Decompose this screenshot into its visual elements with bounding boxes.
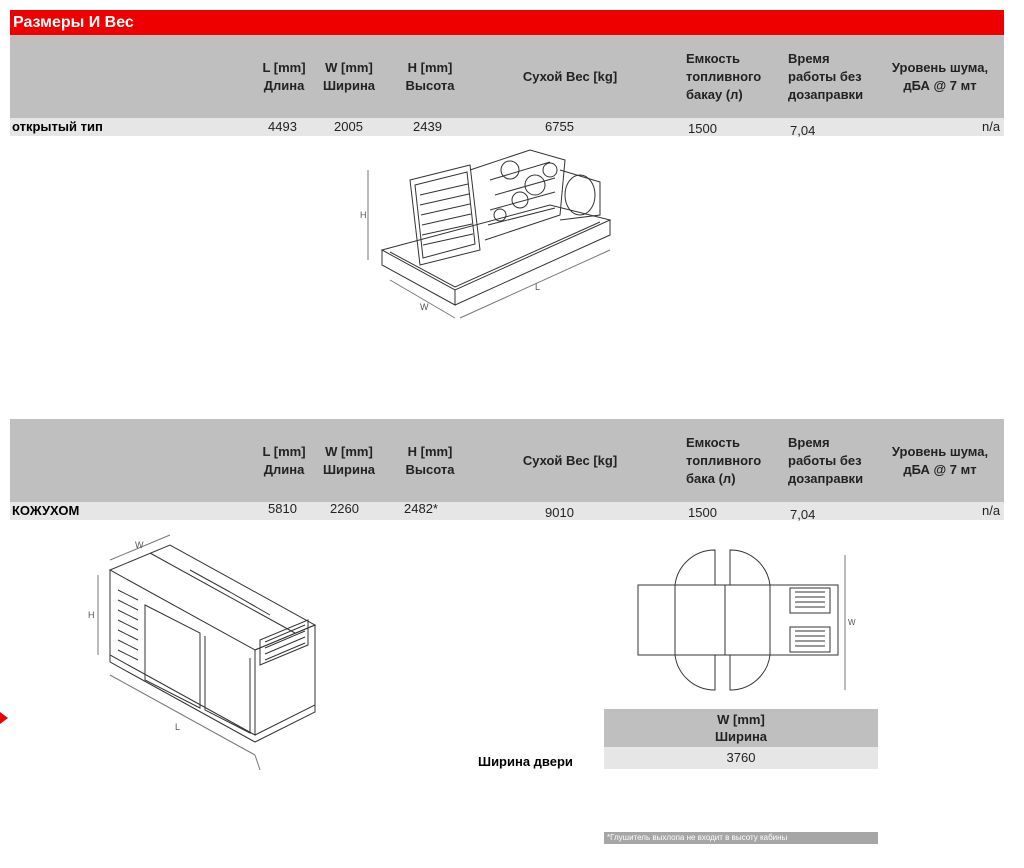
table-header-canopy [10,419,1004,502]
col-width-2: W [mm] Ширина [322,444,376,477]
red-arrow-marker [0,712,10,724]
table-row-canopy [10,502,1004,520]
col-height: H [mm] Высота [405,60,455,93]
canopy-weight: 9010 [545,505,574,520]
door-width-header-text: W [mm] Ширина [714,712,768,744]
open-generator-drawing [360,140,620,335]
col-tank: Емкость топливного бакау (л) [686,51,762,102]
door-width-value: 3760 [726,750,756,765]
row-label-open: открытый тип [12,119,103,134]
door-width-header [604,709,878,747]
dim-label-h: H [360,210,367,220]
canopy-tank: 1500 [688,505,717,520]
col-length: L [mm] Длина [262,60,306,93]
dim-label-w-top: W [848,618,856,627]
col-runtime-2: Время работы без дозаправки [788,435,864,486]
table-row-open [10,118,1004,136]
door-width-label: Ширина двери [478,754,573,769]
canopy-noise: n/a [982,503,1001,518]
dim-label-l-canopy: L [175,722,181,732]
dim-label-l: L [535,282,541,292]
open-runtime: 7,04 [790,123,816,138]
open-tank: 1500 [688,121,717,136]
col-height-2: H [mm] Высота [405,444,455,477]
col-weight: Сухой Вес [kg] [522,69,618,84]
canopy-width: 2260 [330,501,359,516]
canopy-generator-drawing [80,530,330,775]
col-width: W [mm] Ширина [322,60,376,93]
open-height: 2439 [413,119,442,134]
open-weight: 6755 [545,119,574,134]
col-weight-2: Сухой Вес [kg] [522,453,618,468]
door-width-value-row [604,747,878,769]
footnote: *Глушитель выхлопа не входит в высоту кабины [604,832,878,844]
dim-label-w-canopy: W [135,540,144,550]
canopy-length: 5810 [268,501,297,516]
col-tank-2: Емкость топливного бака (л) [686,435,762,486]
col-noise: Уровень шума, дБА @ 7 мт [891,60,989,93]
col-runtime: Время работы без дозаправки [788,51,864,102]
col-noise-2: Уровень шума, дБА @ 7 мт [891,444,989,477]
dim-label-w: W [420,302,429,312]
col-length-2: L [mm] Длина [262,444,306,477]
open-width: 2005 [334,119,363,134]
canopy-top-view-drawing [630,540,855,700]
canopy-height: 2482* [404,501,438,516]
table-header-open [10,35,1004,118]
row-label-canopy: КОЖУХОМ [12,503,80,518]
canopy-runtime: 7,04 [790,507,816,522]
open-noise: n/a [982,119,1001,134]
section-title: Размеры И Вес [10,10,1004,35]
dim-label-h-canopy: H [88,610,95,620]
open-length: 4493 [268,119,297,134]
